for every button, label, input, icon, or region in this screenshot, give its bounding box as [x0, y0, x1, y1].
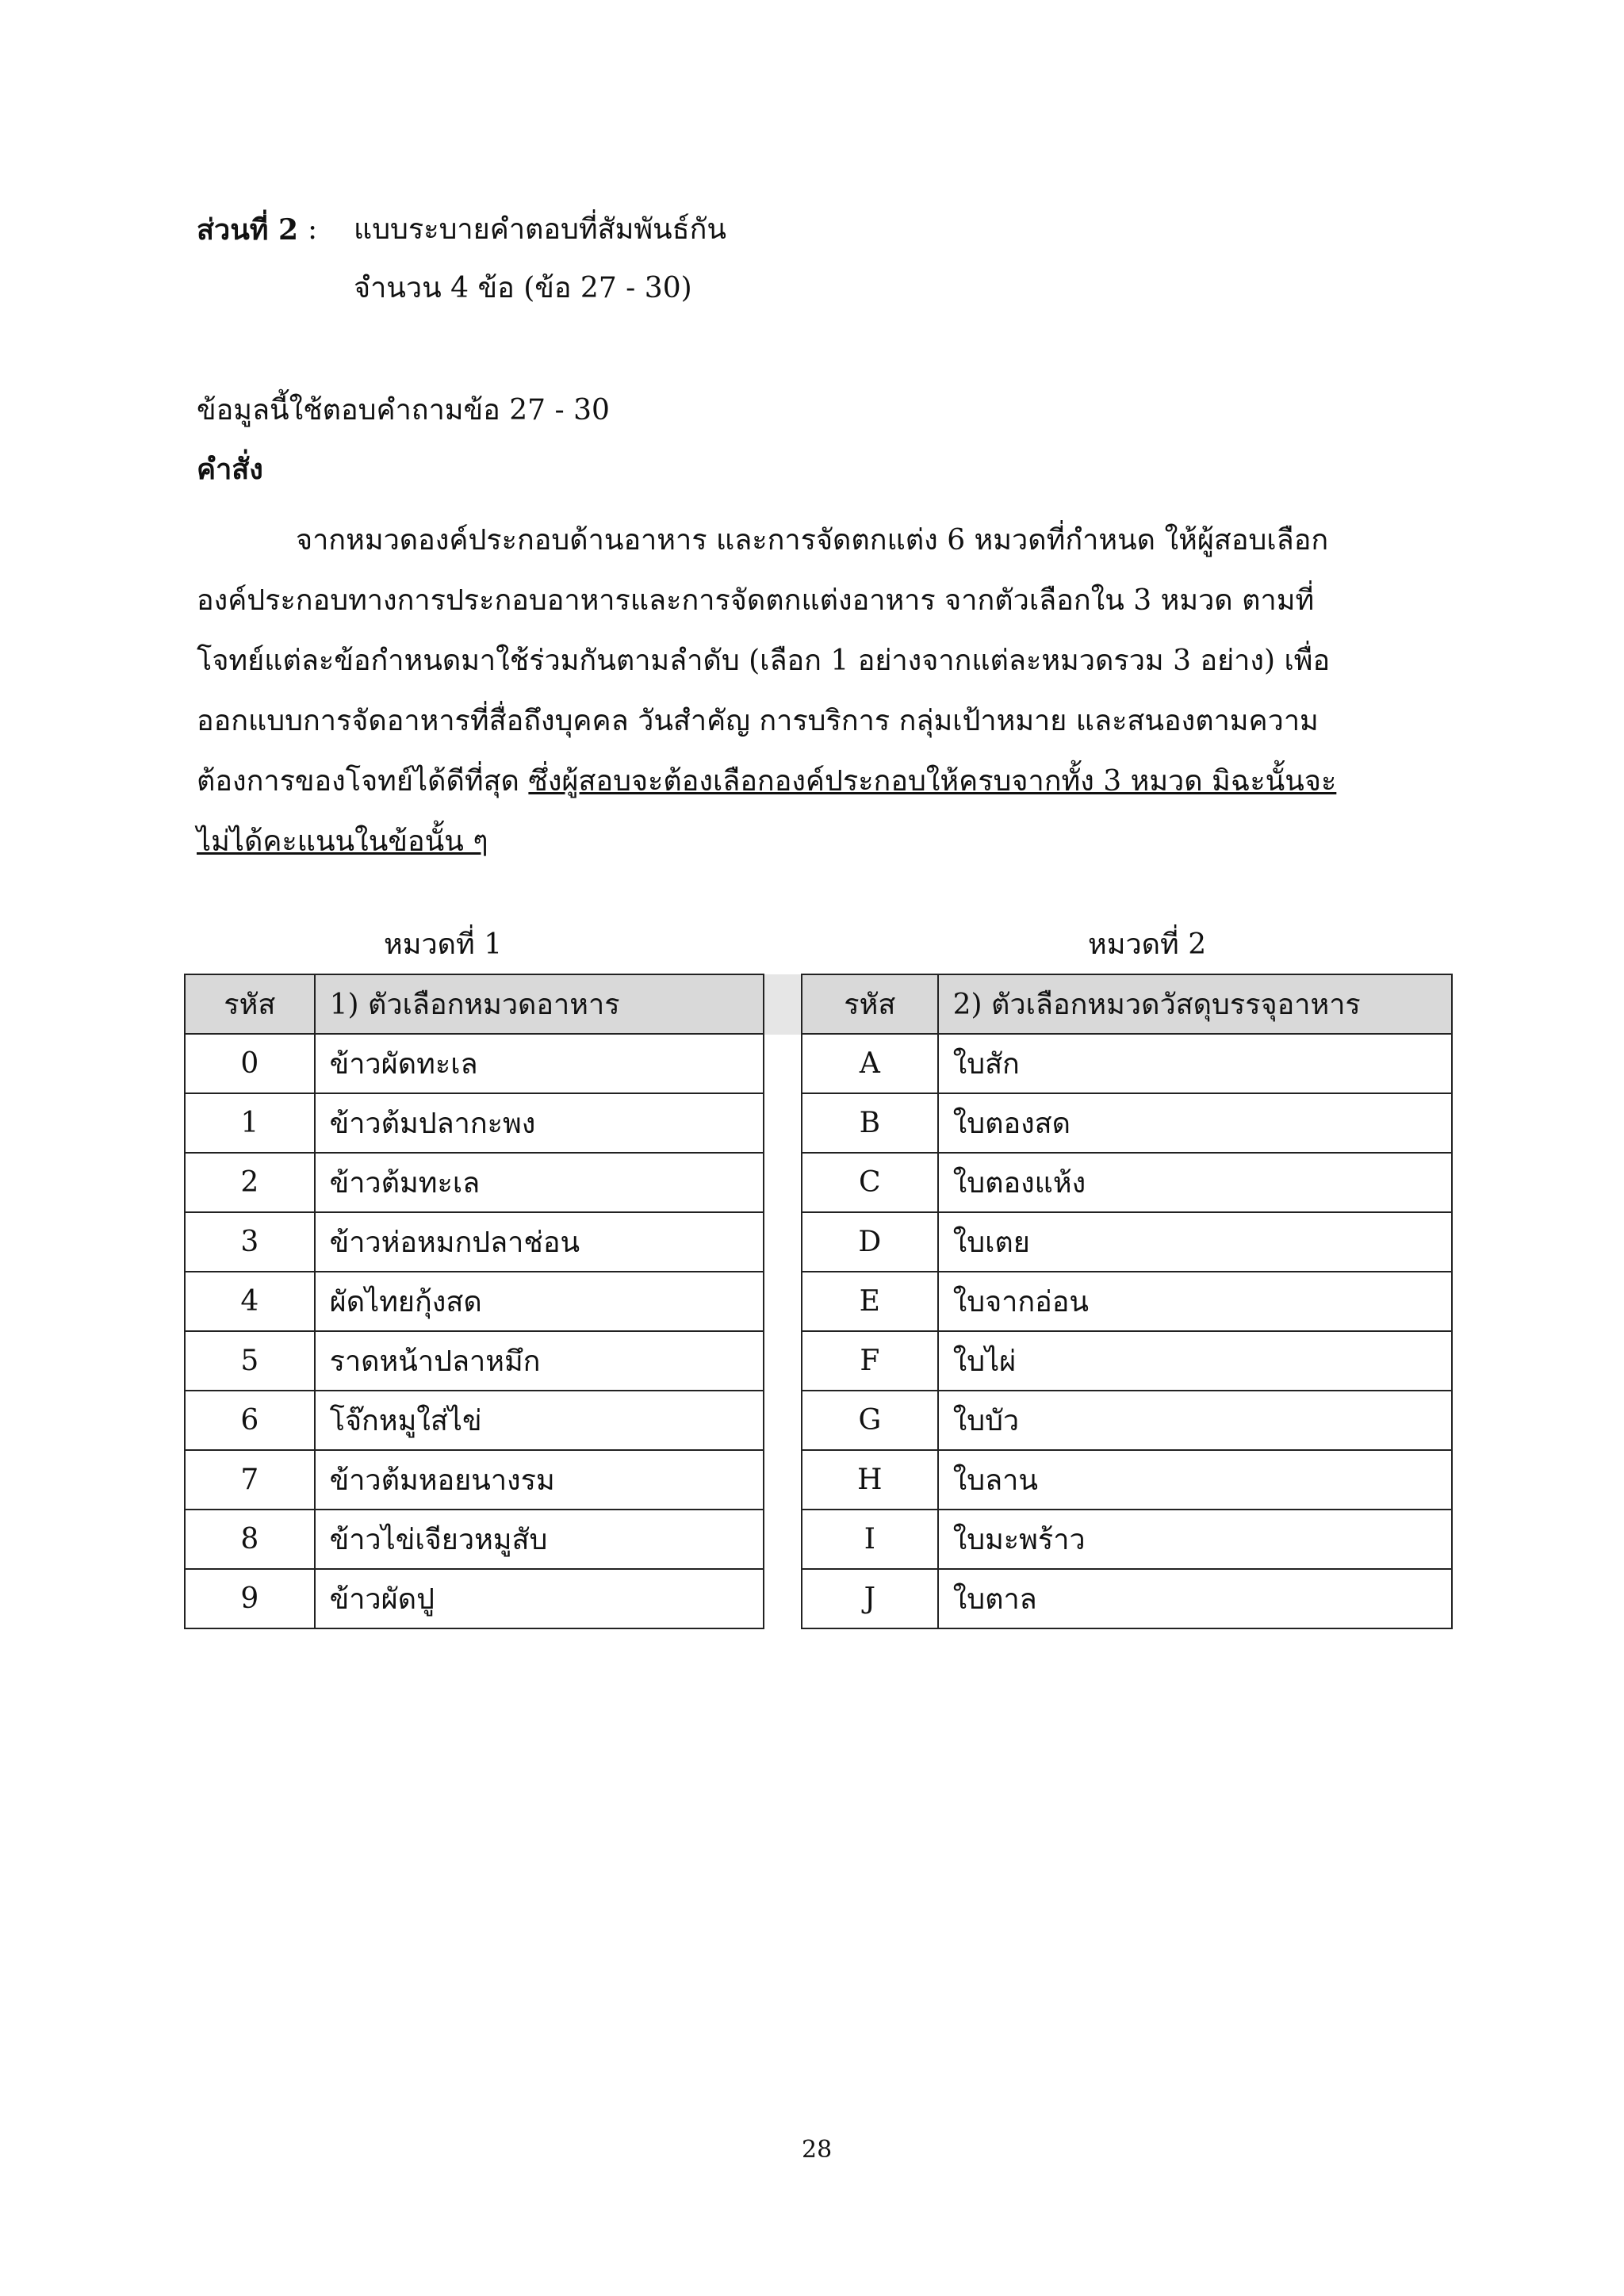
- row-name: ใบตองสด: [938, 1093, 1452, 1153]
- row-code: 9: [185, 1569, 315, 1628]
- row-name: ข้าวต้มทะเล: [315, 1153, 764, 1212]
- row-code: I: [802, 1510, 938, 1569]
- packaging-options-table: [801, 974, 1453, 1629]
- row-code: 2: [185, 1153, 315, 1212]
- row-name: โจ๊กหมูใส่ไข่: [315, 1391, 764, 1450]
- row-name: ข้าวห่อหมกปลาช่อน: [315, 1212, 764, 1272]
- row-name: ผัดไทยกุ้งสด: [315, 1272, 764, 1331]
- row-code: 1: [185, 1093, 315, 1153]
- row-code: E: [802, 1272, 938, 1331]
- table-row: [185, 1153, 764, 1212]
- row-code: F: [802, 1331, 938, 1391]
- row-code: D: [802, 1212, 938, 1272]
- part-label: ส่วนที่ 2: [197, 213, 299, 247]
- instruction-text: จากหมวดองค์ประกอบด้านอาหาร และการจัดตกแต่ง 6 หมวดที่กำหนด ให้ผู้สอบเลือก องค์ประกอบทางการประกอบอาหารและการจัดตกแต่งอาหาร จากตัวเลือกใน 3 หมวด ตามที่โจทย์แต่ละข้อกำหนดมาใช้ร่วมกันตามลำดับ (เลือก 1 อย่างจากแต่ละหมวดรวม 3 อย่าง) เพื่อออกแบบการจัดอาหารที่สื่อถึงบุคคล วันสำคัญ การบริการ กลุ่มเป้าหมาย และสนองตามความต้องการของโจทย์ได้ดีที่สุด: [197, 524, 1331, 798]
- row-name: ใบตาล: [938, 1569, 1452, 1628]
- row-code: 0: [185, 1034, 315, 1093]
- row-name: ข้าวไข่เจียวหมูสับ: [315, 1510, 764, 1569]
- row-name: ข้าวผัดทะเล: [315, 1034, 764, 1093]
- part-colon: :: [308, 213, 318, 246]
- table-row: [802, 1391, 1452, 1450]
- table-row: [185, 1331, 764, 1391]
- header-code: รหัส: [802, 974, 938, 1034]
- row-name: ใบตองแห้ง: [938, 1153, 1452, 1212]
- command-label: คำสั่ง: [197, 453, 263, 486]
- row-code: G: [802, 1391, 938, 1450]
- table-row: [802, 1272, 1452, 1331]
- instruction-underlined-text: ซึ่งผู้สอบจะต้องเลือกองค์ประกอบให้ครบจากทั้ง 3 หมวด มิฉะนั้นจะไม่ได้คะแนนในข้อนั้น ๆ: [197, 765, 1337, 858]
- table-row: [802, 1450, 1452, 1510]
- table-row: [185, 1093, 764, 1153]
- page-number: 28: [802, 2136, 833, 2164]
- table-row: [185, 1450, 764, 1510]
- row-code: A: [802, 1034, 938, 1093]
- table-row: [802, 1331, 1452, 1391]
- table-row: [802, 1569, 1452, 1628]
- info-line: ข้อมูลนี้ใช้ตอบคำถามข้อ 27 - 30: [197, 394, 610, 427]
- row-code: 3: [185, 1212, 315, 1272]
- row-code: H: [802, 1450, 938, 1510]
- table-row: [802, 1212, 1452, 1272]
- table1-title: หมวดที่ 1: [384, 928, 503, 961]
- row-name: ข้าวต้มปลากะพง: [315, 1093, 764, 1153]
- table-row: [185, 1034, 764, 1093]
- part-question-count: จำนวน 4 ข้อ (ข้อ 27 - 30): [354, 272, 692, 304]
- row-name: ราดหน้าปลาหมึก: [315, 1331, 764, 1391]
- header-gap-shade: [764, 974, 801, 1035]
- table-row: [185, 1272, 764, 1331]
- table-row: [185, 1510, 764, 1569]
- row-name: ใบจากอ่อน: [938, 1272, 1452, 1331]
- row-name: ใบบัว: [938, 1391, 1452, 1450]
- row-code: C: [802, 1153, 938, 1212]
- part-title: แบบระบายคำตอบที่สัมพันธ์กัน: [354, 213, 727, 246]
- table-row: [802, 1034, 1452, 1093]
- header-code: รหัส: [185, 974, 315, 1034]
- row-code: 6: [185, 1391, 315, 1450]
- table-row: [185, 1391, 764, 1450]
- row-name: ใบลาน: [938, 1450, 1452, 1510]
- row-code: 8: [185, 1510, 315, 1569]
- row-name: ข้าวต้มหอยนางรม: [315, 1450, 764, 1510]
- food-options-table: [184, 974, 764, 1629]
- row-code: J: [802, 1569, 938, 1628]
- row-name: ใบมะพร้าว: [938, 1510, 1452, 1569]
- row-code: 5: [185, 1331, 315, 1391]
- row-name: ข้าวผัดปู: [315, 1569, 764, 1628]
- row-code: B: [802, 1093, 938, 1153]
- table-header-row: [802, 974, 1452, 1034]
- table-row: [802, 1510, 1452, 1569]
- row-name: ใบไผ่: [938, 1331, 1452, 1391]
- instruction-paragraph: [197, 511, 1362, 872]
- table-row: [802, 1153, 1452, 1212]
- table-row: [185, 1569, 764, 1628]
- row-code: 7: [185, 1450, 315, 1510]
- row-name: ใบเตย: [938, 1212, 1452, 1272]
- table2-title: หมวดที่ 2: [1088, 928, 1207, 961]
- table-row: [802, 1093, 1452, 1153]
- header-name: 1) ตัวเลือกหมวดอาหาร: [315, 974, 764, 1034]
- row-name: ใบสัก: [938, 1034, 1452, 1093]
- row-code: 4: [185, 1272, 315, 1331]
- header-name: 2) ตัวเลือกหมวดวัสดุบรรจุอาหาร: [938, 974, 1452, 1034]
- table-row: [185, 1212, 764, 1272]
- table-header-row: [185, 974, 764, 1034]
